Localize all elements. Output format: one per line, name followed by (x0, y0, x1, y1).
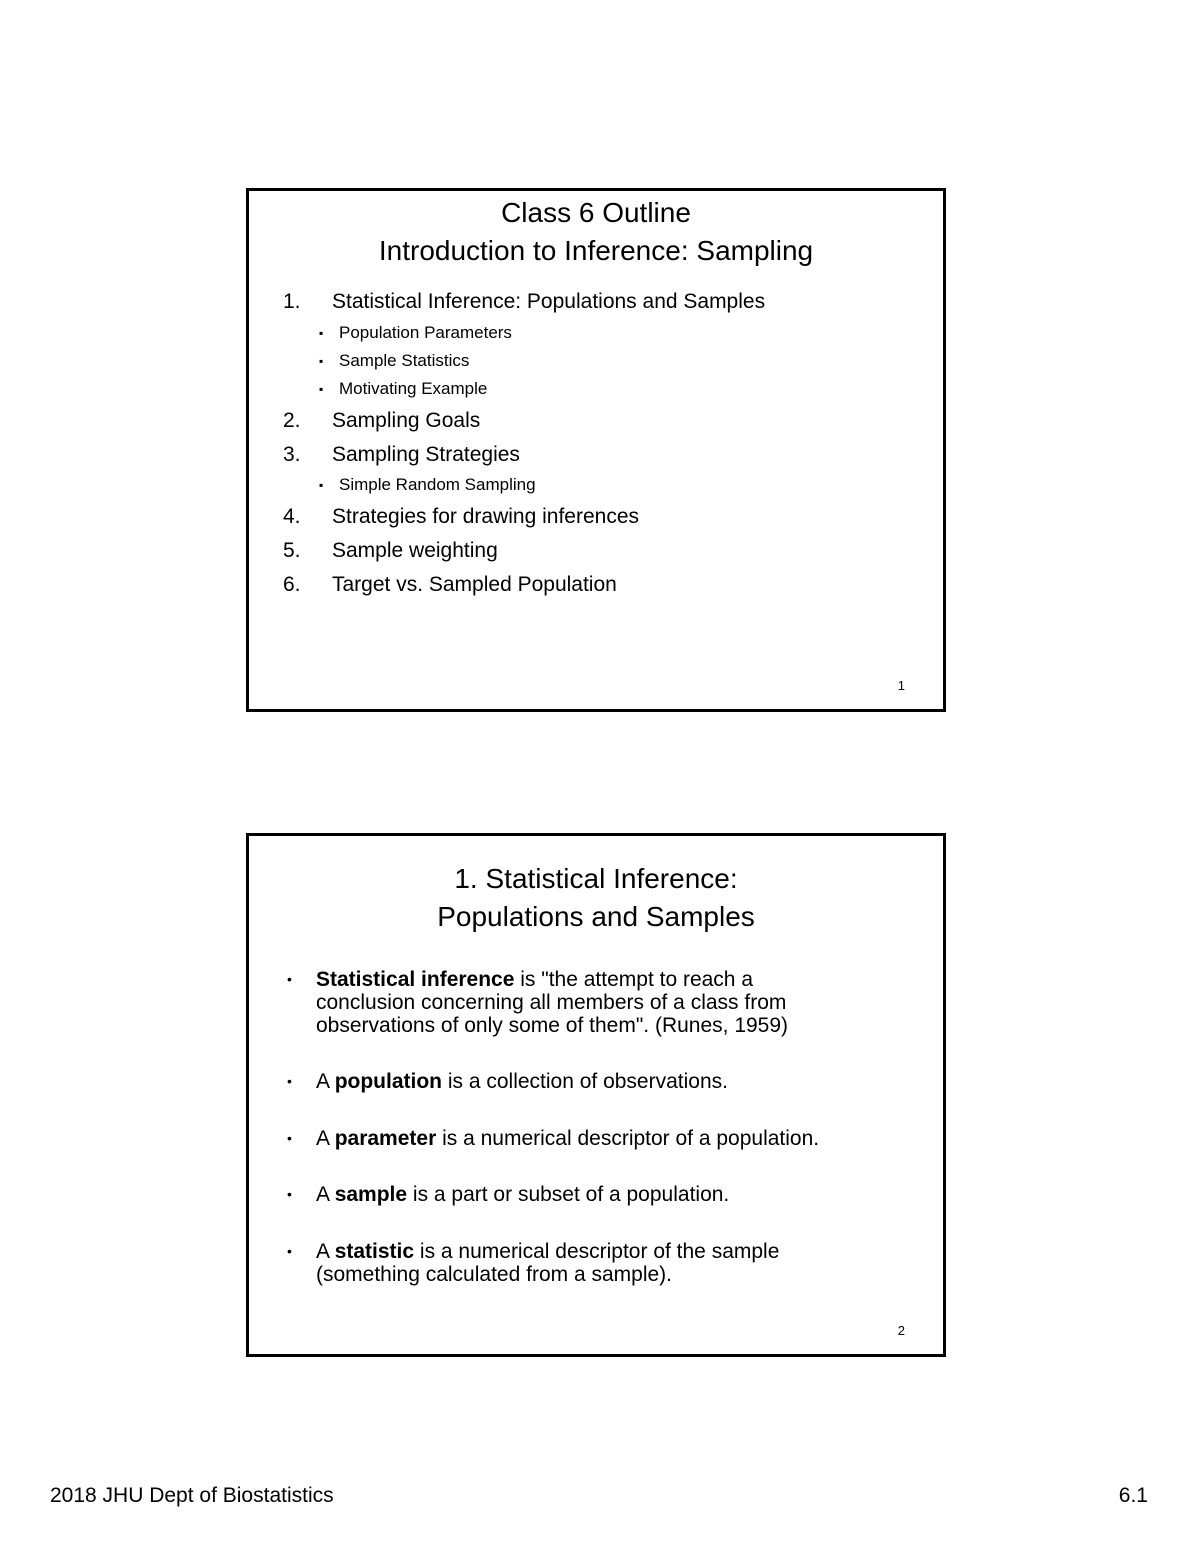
bullet-term: population (334, 1070, 442, 1093)
title-line-2: Populations and Samples (437, 901, 755, 932)
bullet-prefix: A (316, 1240, 335, 1263)
title-line-1: Class 6 Outline (501, 197, 691, 228)
bullet-text (316, 1183, 887, 1206)
item-number: 1. (283, 290, 301, 313)
bullet-rest: is "the attempt to reach a (514, 968, 753, 991)
title-line-1: 1. Statistical Inference: (454, 863, 738, 894)
slide-title (249, 860, 943, 936)
bullet-line-2: (something calculated from a sample). (316, 1263, 672, 1286)
sub-item-text: Sample Statistics (339, 351, 470, 370)
sub-item-text: Motivating Example (339, 379, 488, 398)
item-text: Target vs. Sampled Population (332, 573, 617, 596)
square-bullet-icon: ▪ (319, 382, 324, 396)
square-bullet-icon: ▪ (319, 354, 324, 368)
bullet-rest: is a part or subset of a population. (407, 1183, 730, 1206)
bullet-text (316, 1127, 887, 1150)
square-bullet-icon: ▪ (319, 478, 324, 492)
bullet-term: statistic (334, 1240, 415, 1263)
footer-page-number: 6.1 (1118, 1484, 1148, 1507)
title-line-2: Introduction to Inference: Sampling (378, 235, 814, 266)
slide-1 (246, 188, 946, 712)
bullet-text (316, 968, 887, 1037)
bullet-line-2: conclusion concerning all members of a class from (316, 991, 787, 1014)
bullet-icon: • (287, 1186, 292, 1202)
bullet-rest: is a numerical descriptor of a population. (436, 1127, 820, 1150)
bullet-statistical-inference (287, 968, 887, 1037)
item-number: 3. (283, 443, 301, 466)
item-number: 6. (283, 573, 301, 596)
bullet-term: parameter (334, 1127, 437, 1150)
item-text: Sample weighting (332, 539, 498, 562)
item-text: Statistical Inference: Populations and Samples (332, 290, 766, 313)
slide-number: 1 (897, 678, 905, 693)
footer-left-text: 2018 JHU Dept of Biostatistics (50, 1484, 334, 1507)
bullet-parameter (287, 1127, 887, 1150)
bullet-icon: • (287, 1073, 292, 1089)
sub-item-text: Population Parameters (339, 323, 512, 342)
slide-title (249, 194, 943, 270)
item-number: 4. (283, 505, 301, 528)
item-number: 5. (283, 539, 301, 562)
bullet-text (316, 1240, 887, 1286)
bullet-prefix: A (316, 1183, 335, 1206)
bullet-statistic (287, 1240, 887, 1286)
slide-number: 2 (897, 1323, 905, 1338)
bullet-line-3: observations of only some of them". (Runes, 1959) (316, 1014, 789, 1037)
bullet-icon: • (287, 971, 292, 987)
item-text: Strategies for drawing inferences (332, 505, 639, 528)
bullet-icon: • (287, 1130, 292, 1146)
item-text: Sampling Goals (332, 409, 481, 432)
bullet-prefix: A (316, 1127, 335, 1150)
bullet-rest: is a collection of observations. (442, 1070, 728, 1093)
slide-2 (246, 833, 946, 1357)
bullet-rest: is a numerical descriptor of the sample (414, 1240, 780, 1263)
item-number: 2. (283, 409, 301, 432)
bullet-term: Statistical inference (316, 968, 515, 991)
bullet-population (287, 1070, 887, 1093)
bullet-icon: • (287, 1243, 292, 1259)
bullet-text (316, 1070, 887, 1093)
bullet-sample (287, 1183, 887, 1206)
bullet-prefix: A (316, 1070, 335, 1093)
square-bullet-icon: ▪ (319, 326, 324, 340)
bullet-term: sample (334, 1183, 408, 1206)
item-text: Sampling Strategies (332, 443, 520, 466)
sub-item-text: Simple Random Sampling (339, 475, 536, 494)
